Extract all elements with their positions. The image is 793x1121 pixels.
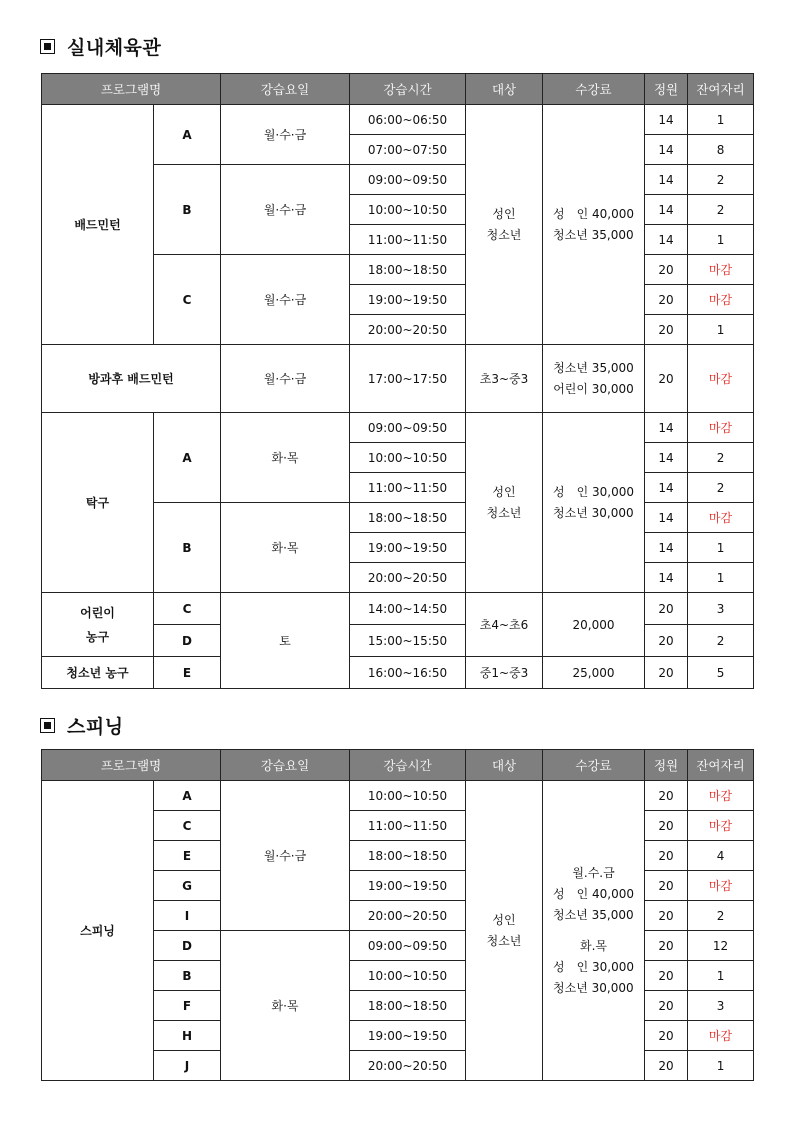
capacity: 20 — [645, 593, 688, 625]
capacity: 14 — [645, 165, 688, 195]
program-name-text: 농구 — [85, 629, 110, 644]
remaining-seats: 마감 — [688, 781, 754, 811]
class-code: E — [154, 841, 221, 871]
program-name: 스피닝 — [42, 781, 154, 1081]
class-time: 10:00~10:50 — [350, 195, 466, 225]
table-header-row — [42, 74, 754, 105]
target-cell — [466, 781, 543, 1081]
capacity: 20 — [645, 1021, 688, 1051]
capacity: 20 — [645, 1051, 688, 1081]
program-name — [42, 593, 154, 657]
class-code: J — [154, 1051, 221, 1081]
remaining-seats: 1 — [688, 105, 754, 135]
table-row — [42, 593, 754, 625]
fee-cell — [543, 345, 645, 413]
table-row — [42, 657, 754, 689]
remaining-seats: 마감 — [688, 811, 754, 841]
class-code: C — [154, 593, 221, 625]
class-time: 20:00~20:50 — [350, 315, 466, 345]
class-time: 10:00~10:50 — [350, 781, 466, 811]
class-days: 월·수·금 — [221, 255, 350, 345]
fee-cell — [543, 105, 645, 345]
spinning-schedule-table — [41, 749, 754, 1081]
class-time: 11:00~11:50 — [350, 473, 466, 503]
class-days: 화·목 — [221, 503, 350, 593]
class-time: 09:00~09:50 — [350, 931, 466, 961]
remaining-seats: 마감 — [688, 503, 754, 533]
capacity: 20 — [645, 931, 688, 961]
fee-cell: 25,000 — [543, 657, 645, 689]
remaining-seats: 12 — [688, 931, 754, 961]
capacity: 14 — [645, 563, 688, 593]
fee-cell — [543, 413, 645, 593]
capacity: 20 — [645, 657, 688, 689]
capacity: 20 — [645, 811, 688, 841]
col-header: 대상 — [466, 750, 543, 781]
class-code: A — [154, 781, 221, 811]
class-code: A — [154, 105, 221, 165]
target-text: 청소년 — [486, 505, 522, 520]
col-header: 잔여자리 — [688, 74, 754, 105]
remaining-seats: 마감 — [688, 413, 754, 443]
remaining-seats: 2 — [688, 195, 754, 225]
col-header: 수강료 — [543, 74, 645, 105]
class-time: 11:00~11:50 — [350, 811, 466, 841]
fee-text: 성 인 30,000 — [553, 484, 635, 499]
class-code: A — [154, 413, 221, 503]
remaining-seats: 2 — [688, 901, 754, 931]
capacity: 20 — [645, 625, 688, 657]
capacity: 14 — [645, 503, 688, 533]
remaining-seats: 8 — [688, 135, 754, 165]
fee-text: 청소년 30,000 — [553, 980, 634, 995]
fee-cell: 20,000 — [543, 593, 645, 657]
class-time: 19:00~19:50 — [350, 871, 466, 901]
remaining-seats: 마감 — [688, 285, 754, 315]
col-header: 대상 — [466, 74, 543, 105]
table-header-row — [42, 750, 754, 781]
class-time: 18:00~18:50 — [350, 841, 466, 871]
class-time: 09:00~09:50 — [350, 413, 466, 443]
capacity: 20 — [645, 901, 688, 931]
target-text: 성인 — [492, 484, 516, 499]
class-days: 월·수·금 — [221, 781, 350, 931]
class-days: 월·수·금 — [221, 105, 350, 165]
fee-text: 성 인 40,000 — [553, 206, 635, 221]
capacity: 14 — [645, 195, 688, 225]
fee-text: 화.목 — [580, 938, 608, 953]
remaining-seats: 1 — [688, 533, 754, 563]
fee-text: 성 인 40,000 — [553, 886, 635, 901]
class-time: 15:00~15:50 — [350, 625, 466, 657]
class-code: B — [154, 503, 221, 593]
class-time: 20:00~20:50 — [350, 563, 466, 593]
col-header: 프로그램명 — [42, 750, 221, 781]
capacity: 20 — [645, 345, 688, 413]
capacity: 14 — [645, 533, 688, 563]
capacity: 20 — [645, 781, 688, 811]
class-time: 07:00~07:50 — [350, 135, 466, 165]
target-cell: 초3~중3 — [466, 345, 543, 413]
class-code: C — [154, 255, 221, 345]
remaining-seats: 1 — [688, 563, 754, 593]
target-text: 청소년 — [486, 227, 522, 242]
capacity: 14 — [645, 225, 688, 255]
capacity: 14 — [645, 105, 688, 135]
class-code: B — [154, 961, 221, 991]
capacity: 20 — [645, 285, 688, 315]
col-header: 강습요일 — [221, 74, 350, 105]
capacity: 14 — [645, 413, 688, 443]
remaining-seats: 3 — [688, 593, 754, 625]
class-code: H — [154, 1021, 221, 1051]
col-header: 강습요일 — [221, 750, 350, 781]
class-code: D — [154, 931, 221, 961]
fee-text: 청소년 30,000 — [553, 505, 634, 520]
class-time: 09:00~09:50 — [350, 165, 466, 195]
fee-text: 청소년 35,000 — [553, 907, 634, 922]
target-cell: 초4~초6 — [466, 593, 543, 657]
capacity: 20 — [645, 961, 688, 991]
fee-text: 월.수.금 — [572, 865, 615, 880]
remaining-seats: 2 — [688, 473, 754, 503]
capacity: 20 — [645, 255, 688, 285]
table-row — [42, 105, 754, 135]
program-name: 탁구 — [42, 413, 154, 593]
class-code: C — [154, 811, 221, 841]
class-time: 19:00~19:50 — [350, 1021, 466, 1051]
class-time: 18:00~18:50 — [350, 503, 466, 533]
program-name: 청소년 농구 — [42, 657, 154, 689]
remaining-seats: 마감 — [688, 1021, 754, 1051]
remaining-seats: 마감 — [688, 255, 754, 285]
class-days: 화·목 — [221, 931, 350, 1081]
class-code: B — [154, 165, 221, 255]
program-name: 방과후 배드민턴 — [42, 345, 221, 413]
gym-schedule-table — [41, 73, 754, 689]
program-name: 배드민턴 — [42, 105, 154, 345]
remaining-seats: 4 — [688, 841, 754, 871]
col-header: 프로그램명 — [42, 74, 221, 105]
target-cell — [466, 413, 543, 593]
target-text: 성인 — [492, 206, 516, 221]
capacity: 14 — [645, 443, 688, 473]
class-time: 17:00~17:50 — [350, 345, 466, 413]
class-time: 20:00~20:50 — [350, 1051, 466, 1081]
target-text: 청소년 — [486, 933, 522, 948]
col-header: 정원 — [645, 750, 688, 781]
col-header: 정원 — [645, 74, 688, 105]
remaining-seats: 마감 — [688, 871, 754, 901]
col-header: 강습시간 — [350, 750, 466, 781]
remaining-seats: 3 — [688, 991, 754, 1021]
capacity: 20 — [645, 991, 688, 1021]
table-row — [42, 781, 754, 811]
col-header: 수강료 — [543, 750, 645, 781]
class-code: I — [154, 901, 221, 931]
class-time: 19:00~19:50 — [350, 533, 466, 563]
class-days: 토 — [221, 593, 350, 689]
capacity: 20 — [645, 841, 688, 871]
remaining-seats: 1 — [688, 225, 754, 255]
capacity: 20 — [645, 871, 688, 901]
class-time: 10:00~10:50 — [350, 443, 466, 473]
class-code: E — [154, 657, 221, 689]
remaining-seats: 1 — [688, 1051, 754, 1081]
fee-text: 청소년 35,000 — [553, 360, 634, 375]
capacity: 14 — [645, 135, 688, 165]
remaining-seats: 1 — [688, 961, 754, 991]
class-time: 14:00~14:50 — [350, 593, 466, 625]
program-name-text: 어린이 — [80, 605, 115, 620]
table-row — [42, 413, 754, 443]
col-header: 강습시간 — [350, 74, 466, 105]
capacity: 20 — [645, 315, 688, 345]
remaining-seats: 2 — [688, 165, 754, 195]
remaining-seats: 2 — [688, 443, 754, 473]
class-time: 18:00~18:50 — [350, 991, 466, 1021]
class-days: 월·수·금 — [221, 345, 350, 413]
square-bullet-icon — [40, 718, 55, 733]
fee-cell — [543, 781, 645, 1081]
table-row — [42, 345, 754, 413]
class-code: F — [154, 991, 221, 1021]
remaining-seats: 2 — [688, 625, 754, 657]
class-time: 16:00~16:50 — [350, 657, 466, 689]
fee-text: 어린이 30,000 — [553, 381, 634, 396]
target-text: 성인 — [492, 912, 516, 927]
remaining-seats: 5 — [688, 657, 754, 689]
target-cell — [466, 105, 543, 345]
remaining-seats: 마감 — [688, 345, 754, 413]
class-time: 19:00~19:50 — [350, 285, 466, 315]
class-code: G — [154, 871, 221, 901]
section-title-text: 실내체육관 — [67, 37, 162, 59]
fee-text: 성 인 30,000 — [553, 959, 635, 974]
col-header: 잔여자리 — [688, 750, 754, 781]
class-days: 화·목 — [221, 413, 350, 503]
capacity: 14 — [645, 473, 688, 503]
section-title-spinning — [40, 712, 124, 739]
class-time: 10:00~10:50 — [350, 961, 466, 991]
fee-text: 청소년 35,000 — [553, 227, 634, 242]
class-time: 20:00~20:50 — [350, 901, 466, 931]
class-time: 11:00~11:50 — [350, 225, 466, 255]
square-bullet-icon — [40, 39, 55, 54]
target-cell: 중1~중3 — [466, 657, 543, 689]
class-time: 18:00~18:50 — [350, 255, 466, 285]
class-time: 06:00~06:50 — [350, 105, 466, 135]
remaining-seats: 1 — [688, 315, 754, 345]
section-title-text: 스피닝 — [67, 716, 124, 738]
class-code: D — [154, 625, 221, 657]
section-title-gym — [40, 33, 161, 60]
class-days: 월·수·금 — [221, 165, 350, 255]
